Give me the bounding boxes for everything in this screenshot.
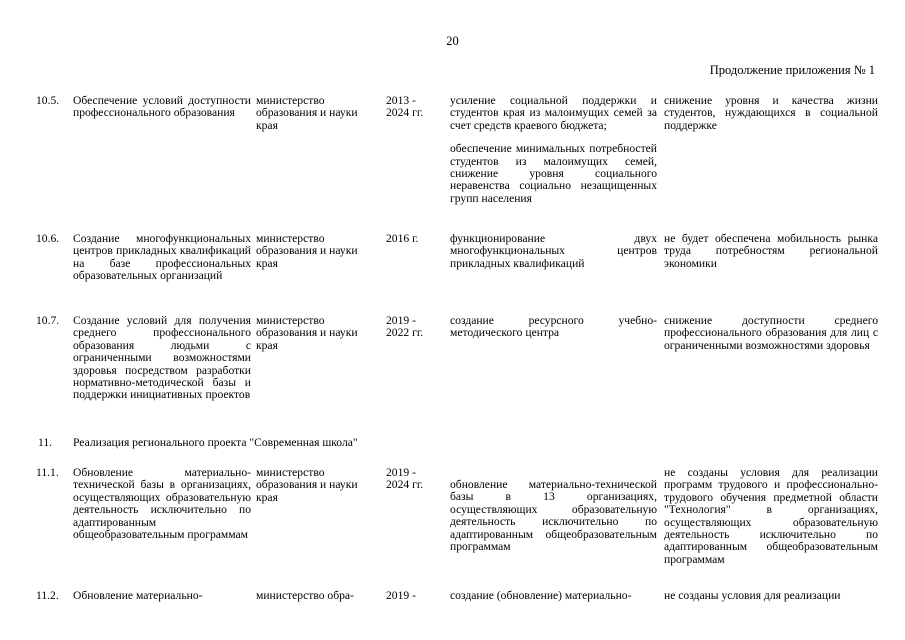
row-effects: снижение доступности среднего профессионального образования для лиц с ограниченными возможностями здоровья	[664, 314, 878, 352]
result-text: обеспечение минимальных потребностей студентов из малоимущих семей, снижение уровня социального неравенства социально незащищенных групп населения	[450, 142, 657, 205]
row-years: 2013 - 2024 гг.	[386, 94, 424, 120]
section-title: Реализация регионального проекта "Современная школа"	[73, 436, 358, 449]
row-results	[450, 479, 657, 553]
row-number: 10.7.	[36, 314, 60, 327]
row-results	[450, 590, 657, 602]
row-ministry: министерство образования и науки края	[256, 94, 358, 132]
result-text: обновление материально-технической базы в 13 организациях, осуществляющих образовательную деятельность исключительно по адаптированным общеобразовательным программам	[450, 478, 657, 554]
row-name: Обеспечение условий доступности профессионального образования	[73, 94, 251, 120]
row-number: 11.2.	[36, 589, 59, 602]
continuation-label: Продолжение приложения № 1	[709, 63, 875, 77]
row-name: Создание условий для получения среднего профессионального образования людьми с ограниченными возможностями здоровья посредством разработки нормативно-методической базы и поддержки инициативных проектов	[73, 314, 251, 402]
row-name: Создание многофункциональных центров прикладных квалификаций на базе профессиональных образовательных организаций	[73, 232, 251, 283]
row-effects: снижение уровня и качества жизни студентов, нуждающихся в социальной поддержке	[664, 94, 878, 132]
row-name: Обновление материально-технической базы в организациях, осуществляющих образовательную деятельность исключительно по адаптированным общеобразовательным программам	[73, 466, 251, 542]
row-years: 2019 - 2022 гг.	[386, 314, 424, 340]
row-ministry: министерство образования и науки края	[256, 466, 358, 504]
row-years: 2016 г.	[386, 232, 419, 245]
section-number: 11.	[38, 436, 53, 449]
result-text: создание (обновление) материально-	[450, 589, 632, 602]
row-results	[450, 95, 657, 205]
row-number: 11.1.	[36, 466, 59, 479]
row-ministry: министерство образования и науки края	[256, 314, 358, 352]
result-text: усиление социальной поддержки и студентов края из малоимущих семей за счет средств краевого бюджета;	[450, 94, 657, 132]
row-effects: не созданы условия для реализации	[664, 589, 841, 602]
row-number: 10.6.	[36, 232, 60, 245]
row-results	[450, 233, 657, 270]
result-text: создание ресурсного учебно-методического центра	[450, 314, 657, 340]
row-effects: не созданы условия для реализации программ трудового и профессионально-трудового обучения предметной области "Технология" в организациях, осуществляющих образовательную деятельность исключительно по адаптированным общеобразовательным программам	[664, 466, 878, 566]
row-years: 2019 -	[386, 589, 416, 602]
row-effects: не будет обеспечена мобильность рынка труда потребностям региональной экономики	[664, 232, 878, 270]
row-ministry: министерство образования и науки края	[256, 232, 358, 270]
row-name: Обновление материально-	[73, 589, 203, 602]
result-text: функционирование двух многофункциональных центров прикладных квалификаций	[450, 232, 657, 270]
row-ministry: министерство обра-	[256, 589, 354, 602]
row-results	[450, 315, 657, 340]
page-number: 20	[446, 34, 459, 48]
row-years: 2019 - 2024 гг.	[386, 466, 424, 492]
row-number: 10.5.	[36, 94, 60, 107]
